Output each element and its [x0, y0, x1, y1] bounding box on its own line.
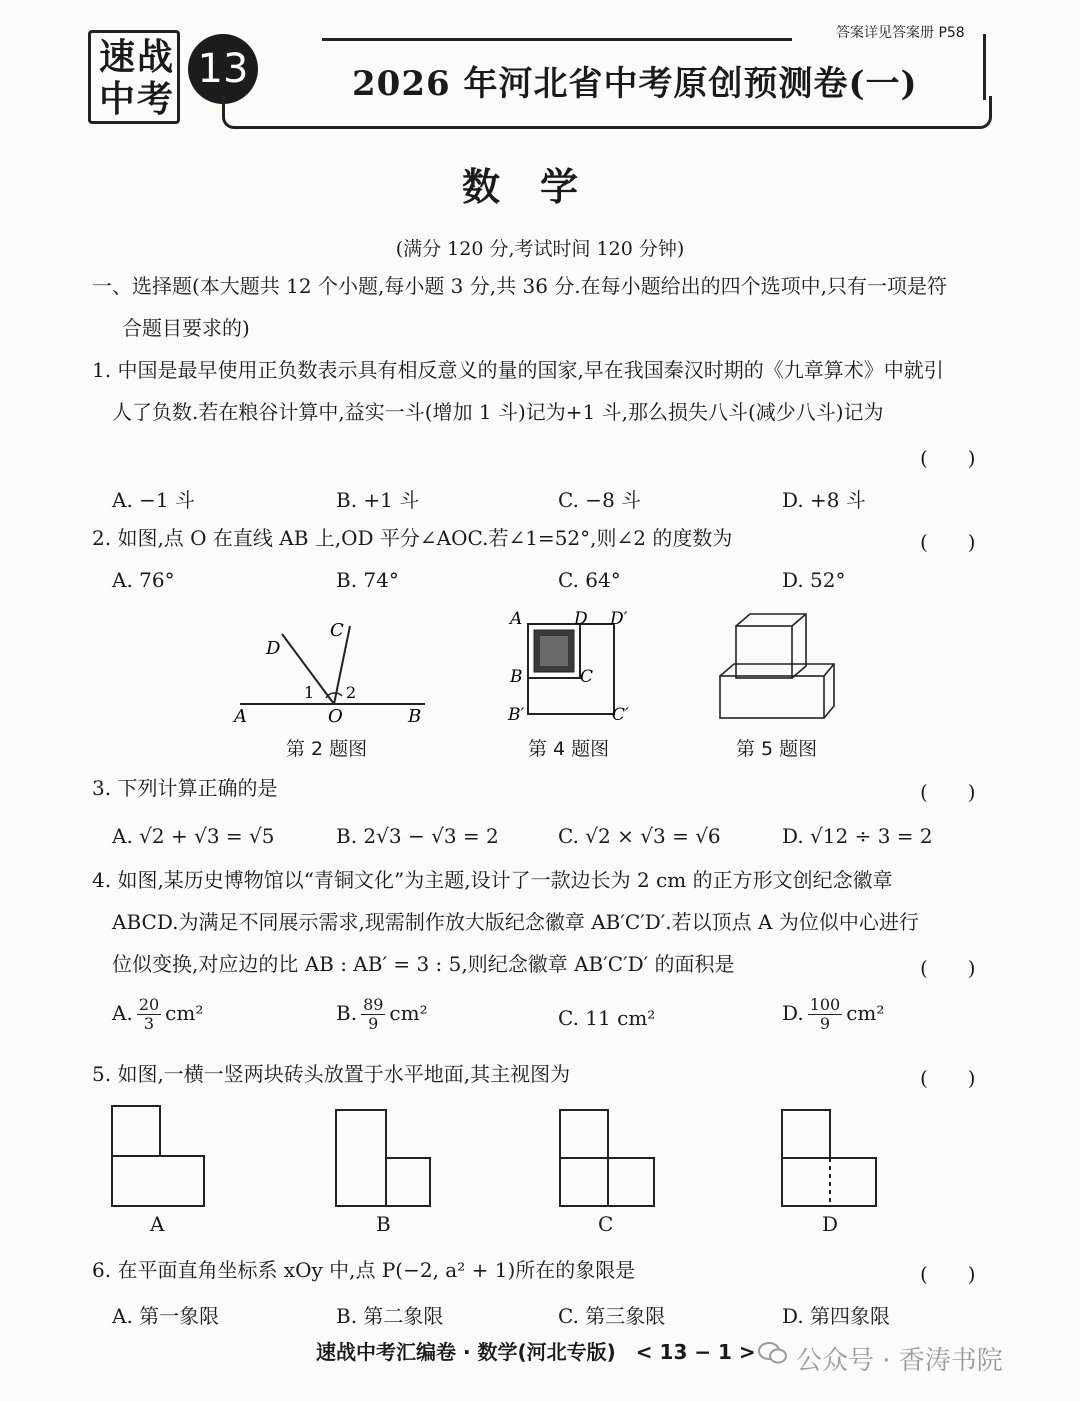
- q4-option-d[interactable]: [782, 996, 884, 1033]
- q1-option-a[interactable]: A. −1 斗: [112, 488, 195, 512]
- fig2-label-o: O: [328, 706, 343, 724]
- fig2-label-b: B: [408, 706, 422, 724]
- subject-title: 数学: [461, 164, 618, 209]
- q4-option-b-fraction: [361, 996, 385, 1033]
- q4-option-a[interactable]: [112, 996, 203, 1033]
- q5-option-a-view[interactable]: [108, 1102, 208, 1210]
- q1-answer-blank[interactable]: ( ): [920, 446, 976, 470]
- fig2-label-c: C: [330, 620, 344, 641]
- q4-option-d-unit: cm²: [846, 1001, 885, 1025]
- q2-option-b[interactable]: B. 74°: [336, 568, 399, 592]
- q4-option-a-num: 20: [138, 995, 160, 1014]
- fig4-label-c-prime: C′: [612, 705, 629, 725]
- q4-option-c[interactable]: [558, 1006, 655, 1030]
- section-heading: 一、选择题(本大题共 12 个小题,每小题 3 分,共 36 分.在每小题给出的四个选项中,只有一项是符: [92, 274, 947, 298]
- q4-option-d-prefix: D.: [782, 1001, 804, 1025]
- q5-option-b-label[interactable]: B: [376, 1212, 391, 1236]
- q6-option-d[interactable]: D. 第四象限: [782, 1304, 891, 1328]
- fig2-label-d: D: [266, 638, 281, 659]
- page-footer: 速战中考汇编卷 · 数学(河北专版) < 13 − 1 >: [316, 1340, 756, 1364]
- fig4-badge-inner: [540, 636, 568, 666]
- fig4-label-d: D: [574, 609, 588, 629]
- q4-stem-cont: ABCD.为满足不同展示需求,现需制作放大版纪念徽章 AB′C′D′.若以顶点 A 为位似中心进行: [112, 910, 919, 934]
- watermark: 公众号 · 香涛书院: [796, 1346, 1003, 1376]
- header-frame: [222, 96, 992, 129]
- section-heading-cont: 合题目要求的): [122, 316, 250, 340]
- fig5-horizontal-brick-front: [720, 676, 824, 718]
- logo-line1: 速战: [99, 37, 176, 78]
- q6-answer-blank[interactable]: ( ): [920, 1262, 976, 1286]
- q1-stem-cont: 人了负数.若在粮谷计算中,益实一斗(增加 1 斗)记为+1 斗,那么损失八斗(减少八斗)记为: [112, 400, 884, 424]
- q4-option-b-den: 9: [368, 1014, 379, 1033]
- fig5-vertical-brick-front: [736, 626, 792, 678]
- q5-stem: 5. 如图,一横一竖两块砖头放置于水平地面,其主视图为: [92, 1062, 571, 1086]
- series-logo: [88, 30, 180, 124]
- fig2-label-a: A: [234, 706, 247, 724]
- q4-option-b[interactable]: [336, 996, 428, 1033]
- q2-answer-blank[interactable]: ( ): [920, 530, 976, 554]
- q6-option-c[interactable]: C. 第三象限: [558, 1304, 666, 1328]
- q4-option-d-den: 9: [819, 1014, 831, 1033]
- fig5-caption: 第 5 题图: [736, 738, 818, 760]
- fig4-label-c: C: [580, 667, 594, 687]
- fig4-diagram: [504, 604, 640, 726]
- q5-option-a-label[interactable]: A: [150, 1212, 165, 1236]
- paper-number-badge: 13: [188, 34, 258, 104]
- q3-option-a[interactable]: A. √2 + √3 = √5: [112, 824, 275, 848]
- q3-option-c[interactable]: C. √2 × √3 = √6: [558, 824, 721, 848]
- q4-option-a-prefix: A.: [112, 1001, 133, 1025]
- fig4-caption: 第 4 题图: [528, 738, 610, 760]
- q4-stem-cont2: 位似变换,对应边的比 AB : AB′ = 3 : 5,则纪念徽章 AB′C′D′ 的面积是: [112, 952, 735, 976]
- q4-option-b-unit: cm²: [389, 1001, 428, 1025]
- q3-option-b[interactable]: B. 2√3 − √3 = 2: [336, 824, 499, 848]
- fig4-label-b-prime: B′: [508, 705, 525, 725]
- paper-title: 2026 年河北省中考原创预测卷(一): [352, 64, 918, 104]
- exam-meta: (满分 120 分,考试时间 120 分钟): [395, 238, 685, 260]
- fig2-label-1: 1: [304, 683, 315, 702]
- q1-option-d[interactable]: D. +8 斗: [782, 488, 866, 512]
- q5-option-d-label[interactable]: D: [822, 1212, 839, 1236]
- fig2-label-2: 2: [346, 683, 357, 702]
- q4-stem: 4. 如图,某历史博物馆以“青铜文化”为主题,设计了一款边长为 2 cm 的正方形文创纪念徽章: [92, 868, 893, 892]
- fig5-diagram: [716, 608, 840, 724]
- q1-option-b[interactable]: B. +1 斗: [336, 488, 420, 512]
- q3-answer-blank[interactable]: ( ): [920, 780, 976, 804]
- q1-stem: 1. 中国是最早使用正负数表示具有相反意义的量的国家,早在我国秦汉时期的《九章算术》中就引: [92, 358, 944, 382]
- q6-option-a[interactable]: A. 第一象限: [112, 1304, 220, 1328]
- q4-answer-blank[interactable]: ( ): [920, 956, 976, 980]
- q4-option-b-num: 89: [363, 995, 384, 1014]
- q4-option-d-fraction: [808, 996, 843, 1033]
- answer-hint: 答案详见答案册 P58: [836, 25, 965, 41]
- q5-option-b-view[interactable]: [332, 1106, 432, 1210]
- q2-option-a[interactable]: A. 76°: [112, 568, 175, 592]
- q3-stem: 3. 下列计算正确的是: [92, 776, 278, 800]
- q5-option-c-label[interactable]: C: [598, 1212, 614, 1236]
- q6-option-b[interactable]: B. 第二象限: [336, 1304, 444, 1328]
- q5-option-c-view[interactable]: [556, 1106, 658, 1210]
- q2-option-d[interactable]: D. 52°: [782, 568, 846, 592]
- fig4-label-b: B: [510, 667, 523, 687]
- q5-option-d-view[interactable]: [778, 1106, 880, 1210]
- q4-option-a-unit: cm²: [165, 1001, 204, 1025]
- fig4-label-a: A: [510, 609, 523, 629]
- fig5-horizontal-brick-top: [720, 664, 834, 718]
- q4-option-c-text: C. 11 cm²: [558, 1006, 656, 1030]
- wechat-icon: [758, 1340, 788, 1366]
- q4-option-a-fraction: [137, 996, 161, 1033]
- header-rule: [322, 38, 792, 41]
- q5-answer-blank[interactable]: ( ): [920, 1066, 976, 1090]
- q6-stem: 6. 在平面直角坐标系 xOy 中,点 P(−2, a² + 1)所在的象限是: [92, 1258, 636, 1282]
- header-frame-edge: [983, 34, 986, 100]
- q3-option-d[interactable]: D. √12 ÷ 3 = 2: [782, 824, 933, 848]
- q4-option-a-den: 3: [143, 1014, 155, 1033]
- fig4-label-d-prime: D′: [610, 609, 628, 629]
- q2-stem: 2. 如图,点 O 在直线 AB 上,OD 平分∠AOC.若∠1=52°,则∠2 的度数为: [92, 526, 733, 550]
- fig2-diagram: [230, 612, 430, 724]
- q2-option-c[interactable]: C. 64°: [558, 568, 621, 592]
- q1-option-c[interactable]: C. −8 斗: [558, 488, 642, 512]
- q4-option-d-num: 100: [809, 995, 841, 1014]
- logo-line2: 中考: [99, 79, 176, 120]
- q4-option-b-prefix: B.: [336, 1001, 358, 1025]
- fig2-caption: 第 2 题图: [286, 738, 368, 760]
